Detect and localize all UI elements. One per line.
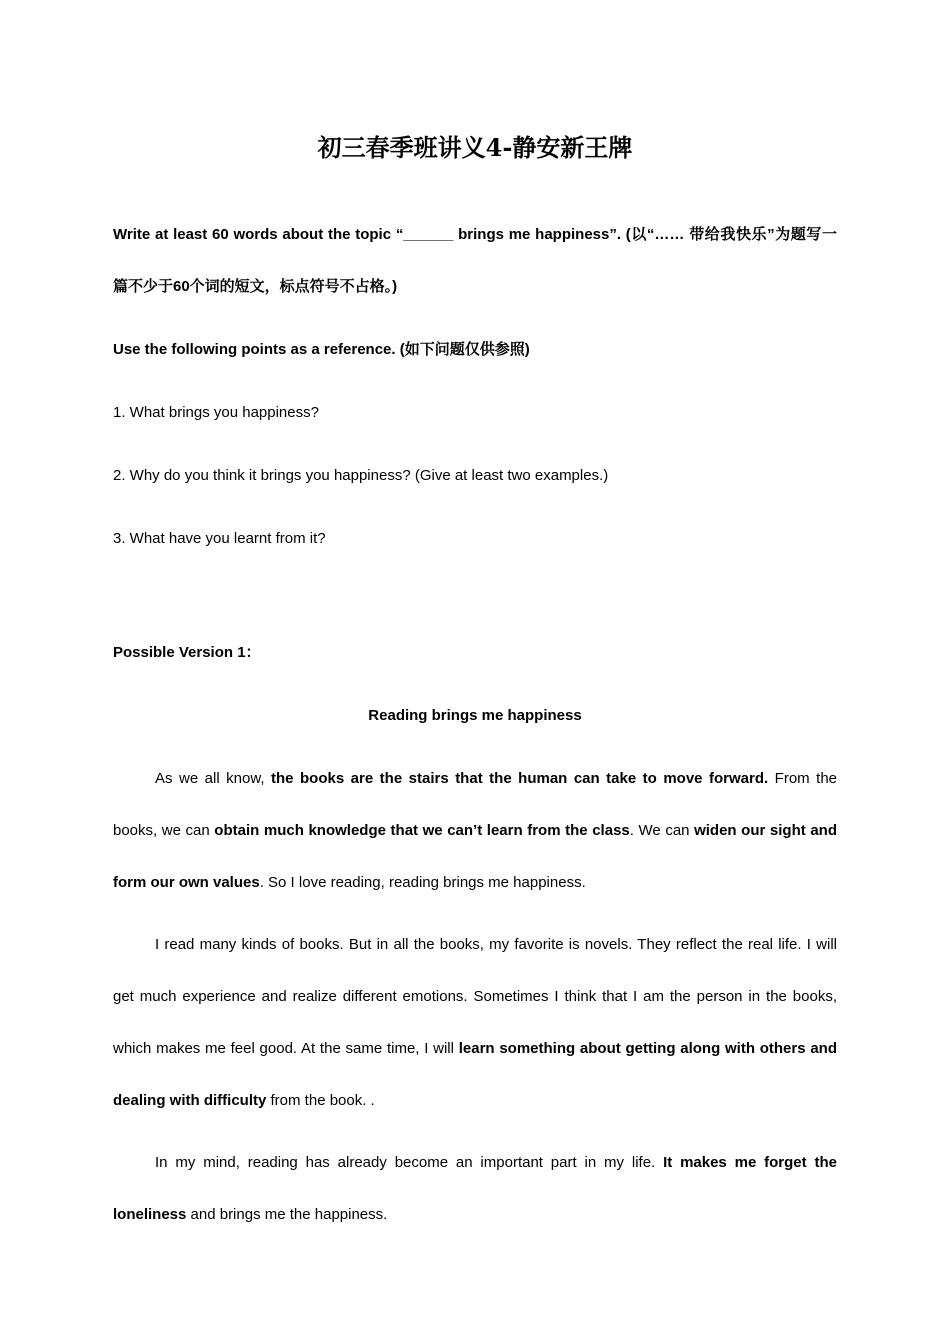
document-title: 初三春季班讲义4-静安新王牌 — [317, 133, 633, 162]
writing-prompt: Write at least 60 words about the topic “______ brings me happiness”. (以“…… 带给我快乐”为题写一篇不少于60个词的短文，标点符号不占格。) — [113, 226, 837, 295]
text-run: and brings me the happiness. — [186, 1206, 388, 1223]
text-run: From the books, we can — [113, 770, 837, 839]
text-run: . We can — [629, 822, 695, 839]
bold-phrase: widen our sight and form our own values — [113, 822, 837, 891]
essay-paragraph-3 — [113, 1137, 837, 1241]
question-1: 1. What brings you happiness? — [113, 404, 319, 421]
text-run: from the book. . — [266, 1092, 375, 1109]
text-run: In my mind, reading has already become an important part in my life. — [155, 1154, 664, 1171]
essay-paragraph-1 — [113, 753, 837, 909]
bold-phrase: learn something about getting along with others and dealing with difficulty — [113, 1040, 837, 1109]
version-label: Possible Version 1： — [113, 644, 261, 661]
bold-phrase: It makes me forget the loneliness — [113, 1154, 837, 1223]
text-run: . So I love reading, reading brings me happiness. — [259, 874, 586, 891]
reference-note: Use the following points as a reference. (如下问题仅供参照) — [113, 341, 530, 358]
text-run: I read many kinds of books. But in all the books, my favorite is novels. They reflect the real life. I will get much experience and realize different emotions. Sometimes I think that I am the person in the books, which makes me feel good. At the same time, I will — [113, 936, 837, 1057]
question-3: 3. What have you learnt from it? — [113, 530, 326, 547]
essay-paragraph-2 — [113, 919, 837, 1127]
bold-phrase: obtain much knowledge that we can’t learn from the class — [214, 822, 630, 839]
text-run: As we all know, — [155, 770, 272, 787]
essay-title: Reading brings me happiness — [368, 707, 582, 724]
bold-phrase: the books are the stairs that the human can take to move forward. — [271, 770, 769, 787]
question-2: 2. Why do you think it brings you happiness? (Give at least two examples.) — [113, 467, 609, 484]
